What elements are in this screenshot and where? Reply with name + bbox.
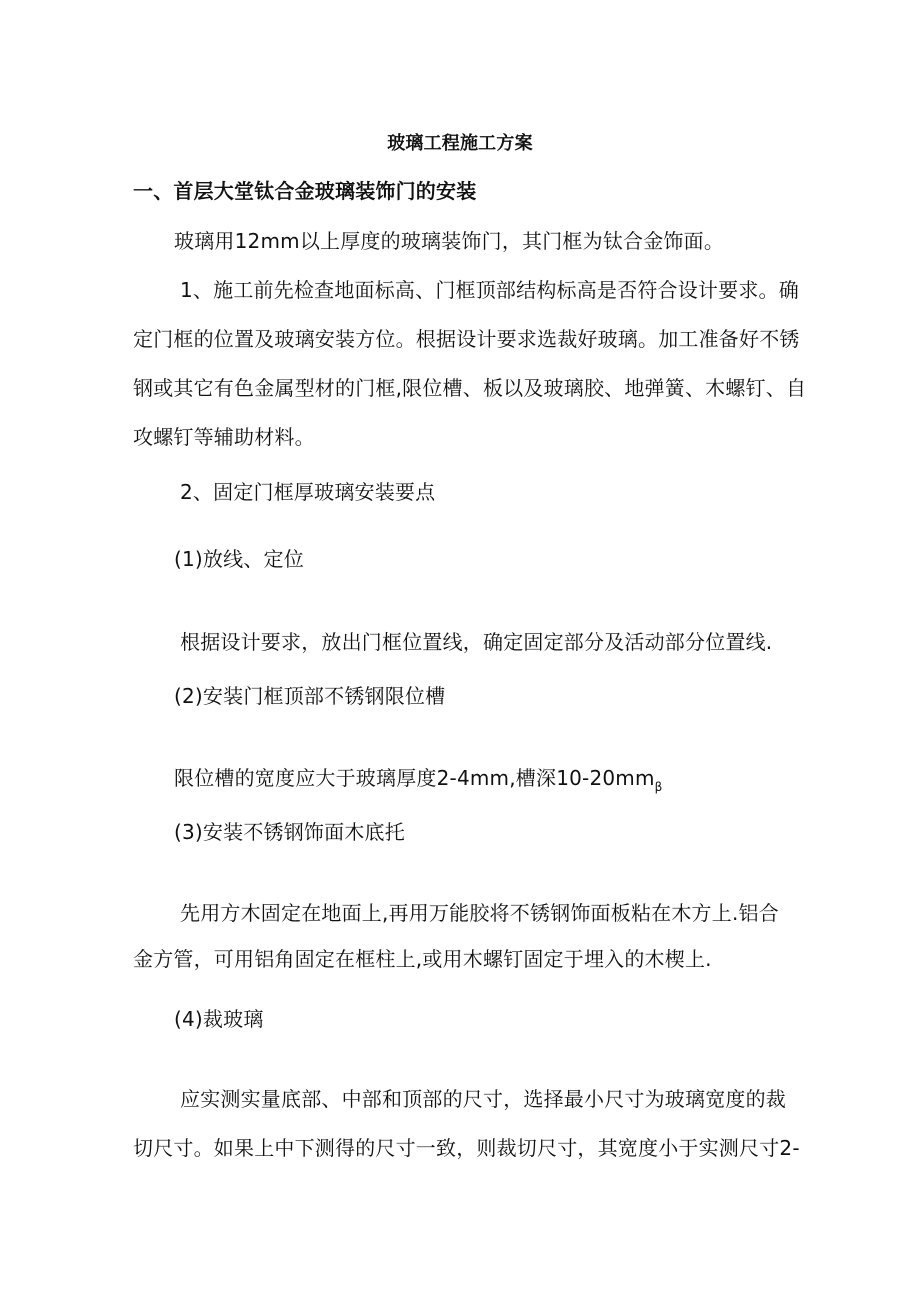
step2-text-subscript: β bbox=[654, 780, 663, 794]
intro-paragraph: 玻璃用12mm以上厚度的玻璃装饰门，其门框为钛合金饰面。 bbox=[174, 229, 725, 253]
item1-line1: 1、施工前先检查地面标高、门框顶部结构标高是否符合设计要求。确 bbox=[180, 278, 799, 302]
step2-heading: (2)安装门框顶部不锈钢限位槽 bbox=[174, 684, 446, 708]
item2-heading: 2、固定门框厚玻璃安装要点 bbox=[180, 480, 436, 504]
step3-line2: 金方管，可用铝角固定在框柱上,或用木螺钉固定于埋入的木楔上. bbox=[133, 947, 712, 971]
item1-line4: 攻螺钉等辅助材料。 bbox=[133, 425, 315, 449]
step4-line1: 应实测实量底部、中部和顶部的尺寸，选择最小尺寸为玻璃宽度的裁 bbox=[180, 1087, 786, 1111]
step2-text-main: 限位槽的宽度应大于玻璃厚度2-4mm,槽深10-20mm bbox=[174, 766, 655, 790]
step4-line2: 切尺寸。如果上中下测得的尺寸一致，则裁切尺寸，其宽度小于实测尺寸2- bbox=[133, 1136, 800, 1160]
document-title: 玻璃工程施工方案 bbox=[387, 133, 533, 154]
step3-heading: (3)安装不锈钢饰面木底托 bbox=[174, 820, 405, 844]
step3-line1: 先用方木固定在地面上,再用万能胶将不锈钢饰面板粘在木方上.铝合 bbox=[180, 901, 779, 925]
step1-text: 根据设计要求，放出门框位置线，确定固定部分及活动部分位置线. bbox=[180, 630, 773, 654]
item1-line3: 钢或其它有色金属型材的门框,限位槽、板以及玻璃胶、地弹簧、木螺钉、自 bbox=[133, 376, 807, 400]
step4-heading: (4)裁玻璃 bbox=[174, 1007, 264, 1031]
step2-text bbox=[174, 764, 663, 795]
item1-line2: 定门框的位置及玻璃安装方位。根据设计要求选裁好玻璃。加工准备好不锈 bbox=[133, 327, 800, 351]
step1-heading: (1)放线、定位 bbox=[174, 547, 304, 571]
section-heading: 一、首层大堂钛合金玻璃装饰门的安装 bbox=[133, 179, 477, 203]
